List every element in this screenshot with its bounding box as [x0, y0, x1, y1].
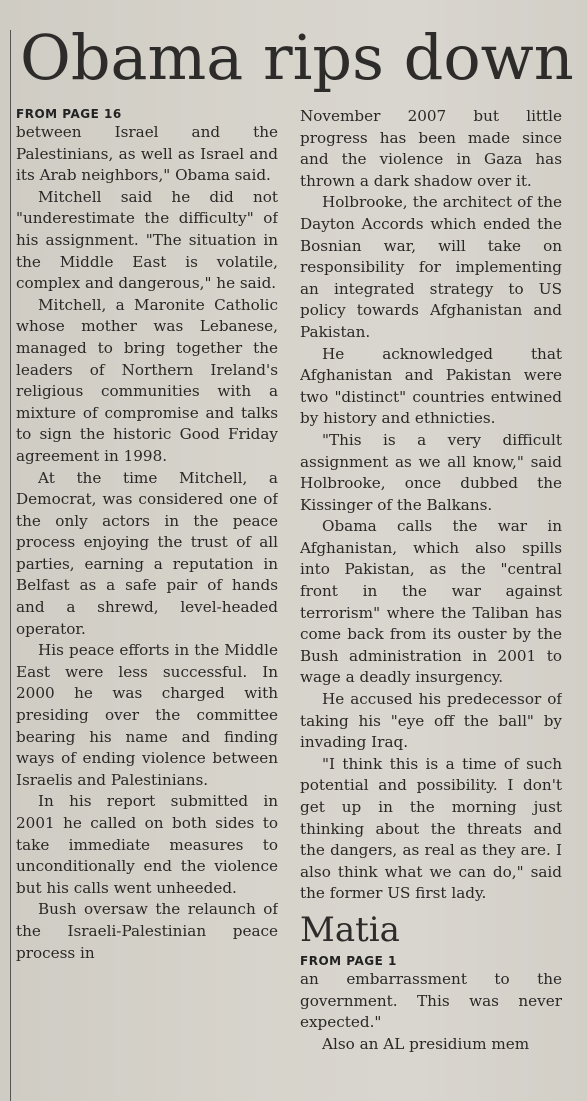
article-paragraph: "I think this is a time of such potential and possibility. I don't get up in the morning just thinking about the threats and the dangers, as real as they are. I also think what we can do," said the former US first lady. — [300, 754, 562, 903]
article-paragraph: Mitchell said he did not "underestimate the difficulty" of his assignment. "The situation in the Middle East is volatile, complex and dangerous," he said. — [16, 187, 278, 293]
article-paragraph: November 2007 but little progress has been made since and the violence in Gaza has thrown a dark shadow over it. — [300, 107, 562, 190]
right-column — [300, 106, 562, 1101]
secondary-headline: Matia — [300, 909, 400, 950]
left-column — [16, 106, 278, 1101]
article-paragraph: Obama calls the war in Afghanistan, which also spills into Pakistan, as the "central front in the war against terrorism" where the Taliban has come back from its ouster by the Bush administration in 2001 to wage a deadly insurgency. — [300, 517, 562, 687]
article-paragraph: He accused his predecessor of taking his "eye off the ball" by invading Iraq. — [300, 690, 562, 752]
article-paragraph: Also an AL presidium mem — [322, 1034, 530, 1053]
article-paragraph: He acknowledged that Afghanistan and Pakistan were two "distinct" countries entwined by history and ethnicties. — [300, 344, 562, 428]
article-paragraph: an embarrassment to the government. This was never expected." — [300, 969, 562, 1032]
article-paragraph: In his report submitted in 2001 he called on both sides to take immediate measures to unconditionally end the violence but his calls went unheeded. — [16, 792, 278, 897]
article-paragraph: Bush oversaw the relaunch of the Israeli-Palestinian peace process in — [16, 900, 278, 962]
article-paragraph: between Israel and the Palestinians, as well as Israel and its Arab neighbors," Obama said. — [16, 123, 278, 185]
continued-from-label: FROM PAGE 16 — [16, 107, 122, 121]
headline: Obama rips down — [20, 21, 574, 94]
article-paragraph: Mitchell, a Maronite Catholic whose mother was Lebanese, managed to bring together the leaders of Northern Ireland's religious communities with a mixture of compromise and talks to sign the historic Good Friday agreement in 1998. — [16, 295, 278, 465]
article-paragraph: His peace efforts in the Middle East were less successful. In 2000 he was charged with presiding over the committee bearing his name and finding ways of ending violence between Israelis and Palestinians. — [16, 641, 278, 789]
article-paragraph: "This is a very difficult assignment as we all know," said Holbrooke, once dubbed the Kissinger of the Balkans. — [300, 430, 562, 514]
continued-from-label: FROM PAGE 1 — [300, 953, 397, 968]
article-paragraph: Holbrooke, the architect of the Dayton Accords which ended the Bosnian war, will take on responsibility for implementing an integrated strategy to US policy towards Afghanistan and Pakistan. — [300, 193, 562, 341]
column-rule — [10, 30, 11, 1101]
article-paragraph: At the time Mitchell, a Democrat, was considered one of the only actors in the peace process enjoying the trust of all parties, earning a reputation in Belfast as a safe pair of hands and a shrewd, level-headed operator. — [16, 468, 278, 638]
